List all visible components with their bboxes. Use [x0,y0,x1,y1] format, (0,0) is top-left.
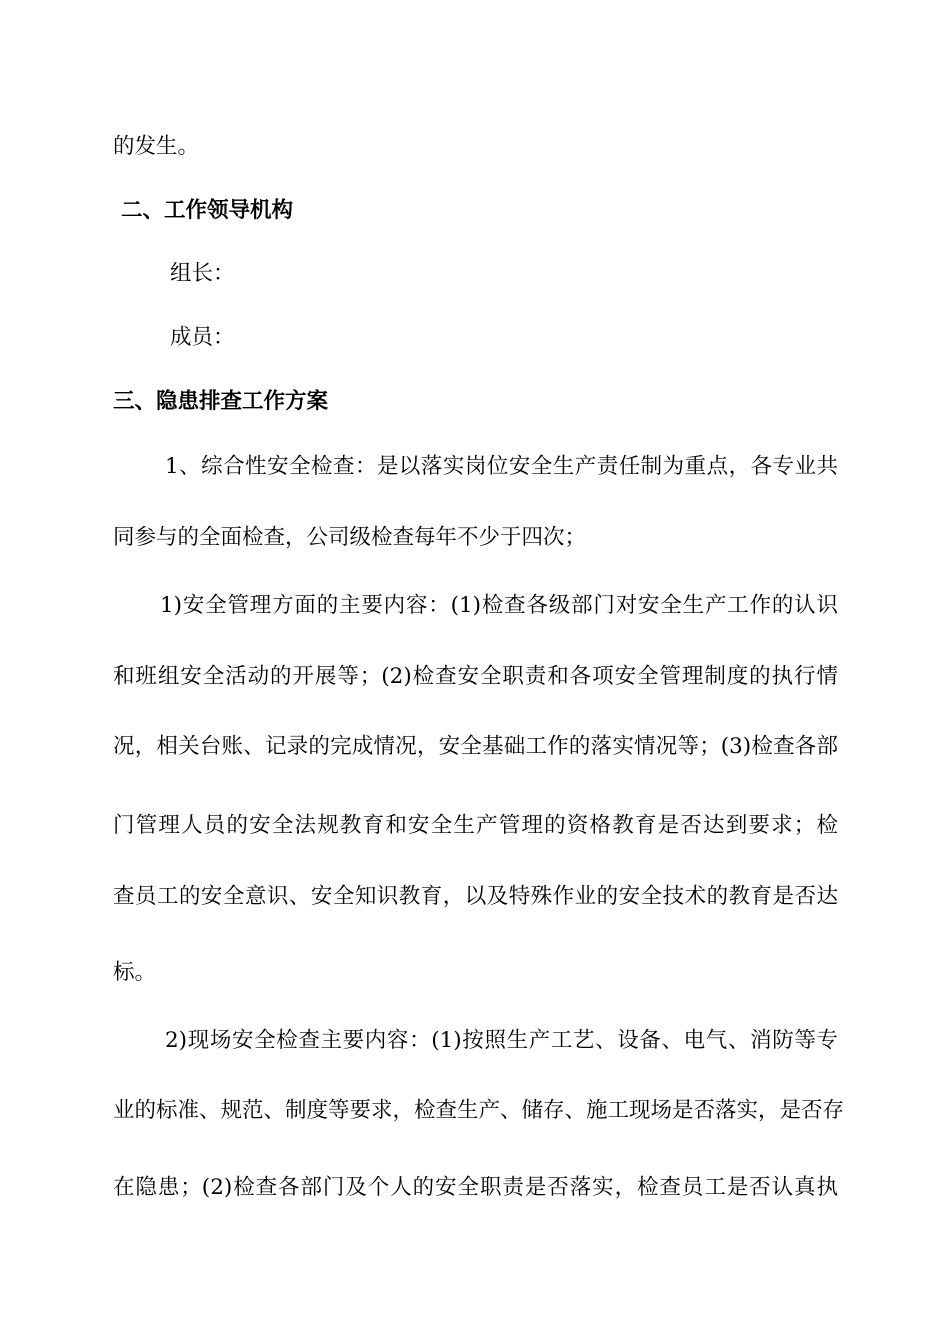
paragraph-line: 门管理人员的安全法规教育和安全生产管理的资格教育是否达到要求；检 [113,813,838,838]
paragraph-line: 2)现场安全检查主要内容：(1)按照生产工艺、设备、电气、消防等专 [165,1028,838,1053]
paragraph-line: 同参与的全面检查，公司级检查每年不少于四次； [113,525,587,550]
section-heading-leadership: 二、工作领导机构 [121,198,294,223]
members-label: 成员： [170,325,235,350]
paragraph-line: 查员工的安全意识、安全知识教育，以及特殊作业的安全技术的教育是否达 [113,884,838,909]
paragraph-line: 在隐患；(2)检查各部门及个人的安全职责是否落实，检查员工是否认真执 [113,1175,838,1200]
paragraph-line: 和班组安全活动的开展等；(2)检查安全职责和各项安全管理制度的执行情 [113,664,838,689]
paragraph-line: 1)安全管理方面的主要内容：(1)检查各级部门对安全生产工作的认识 [160,593,838,618]
paragraph-line: 标。 [113,960,157,985]
leader-label: 组长： [170,261,235,286]
paragraph-line: 业的标准、规范、制度等要求，检查生产、储存、施工现场是否落实，是否存 [113,1098,845,1123]
section-heading-plan: 三、隐患排查工作方案 [113,389,329,414]
continuation-text: 的发生。 [113,134,200,159]
paragraph-line: 1、综合性安全检查：是以落实岗位安全生产责任制为重点，各专业共 [165,454,838,479]
paragraph-line: 况，相关台账、记录的完成情况，安全基础工作的落实情况等；(3)检查各部 [113,734,838,759]
